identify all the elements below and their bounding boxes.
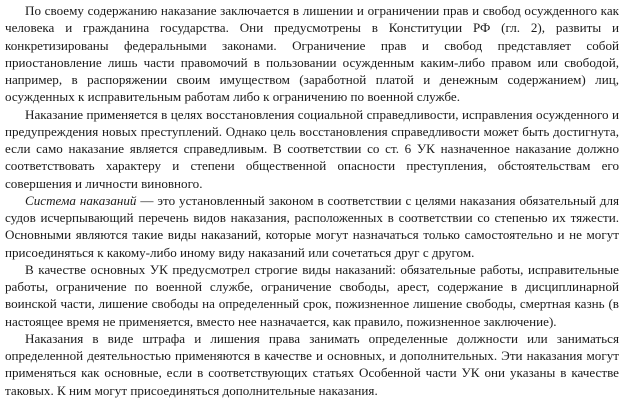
paragraph-punishment-goals [5,106,619,192]
paragraph-punishment-system [5,192,619,261]
paragraph-text: В качестве основных УК предусмотрел строгие виды наказаний: обязательные работы, исправительные работы, ограничение по военной службе, ограничение свободы, арест, содержание в дисциплинарной воинской части, лишение свободы на определенный срок, пожизненное лишение свободы, смертная казнь (в настоящее время не применяется, вместо нее назначается, как правило, пожизненное заключение). [5,261,619,329]
paragraph-text: — это установленный законом в соответствии с целями наказания обязательный для судов исчерпывающий перечень видов наказания, расположенных в соответствии со степенью их тяжести. Основными являются такие виды наказаний, которые могут назначаться только самостоятельно и не могут присоединяться к какому-либо иному виду наказаний или сочетаться друг с другом. [5,192,620,260]
paragraph-lead-term: Система наказаний [25,192,137,208]
paragraph-main-punishments [5,261,619,330]
paragraph-additional-punishments [5,330,619,399]
paragraph-text: Наказания в виде штрафа и лишения права занимать определенные должности или заниматься определенной деятельностью применяются в качестве и основных, и дополнительных. Эти наказания могут применяться как основные, если в соответствующих статьях Особенной части УК они указаны в качестве таковых. К ним могут присоединяться дополнительные наказания. [5,330,619,398]
paragraph-punishment-content [5,2,619,106]
paragraph-text: По своему содержанию наказание заключается в лишении и ограничении прав и свобод осужденного как человека и гражданина государства. Они предусмотрены в Конституции РФ (гл. 2), развиты и конкретизированы федеральными законами. Ограничение прав и свобод представляет собой приостановление лишь части правомочий в пользовании осужденным каким-либо правом или свободой, например, в распоряжении своим имуществом (заработной платой и денежным содержанием) лиц, осужденных к исправительным работам либо к ограничению по военной службе. [5,3,619,105]
paragraph-text: Наказание применяется в целях восстановления социальной справедливости, исправления осужденного и предупреждения новых преступлений. Однако цель восстановления справедливости может быть достигнута, если само наказание является справедливым. В соответствии со ст. 6 УК назначенное наказание должно соответствовать характеру и степени общественной опасности преступления, обстоятельствам его совершения и личности виновного. [5,106,619,191]
